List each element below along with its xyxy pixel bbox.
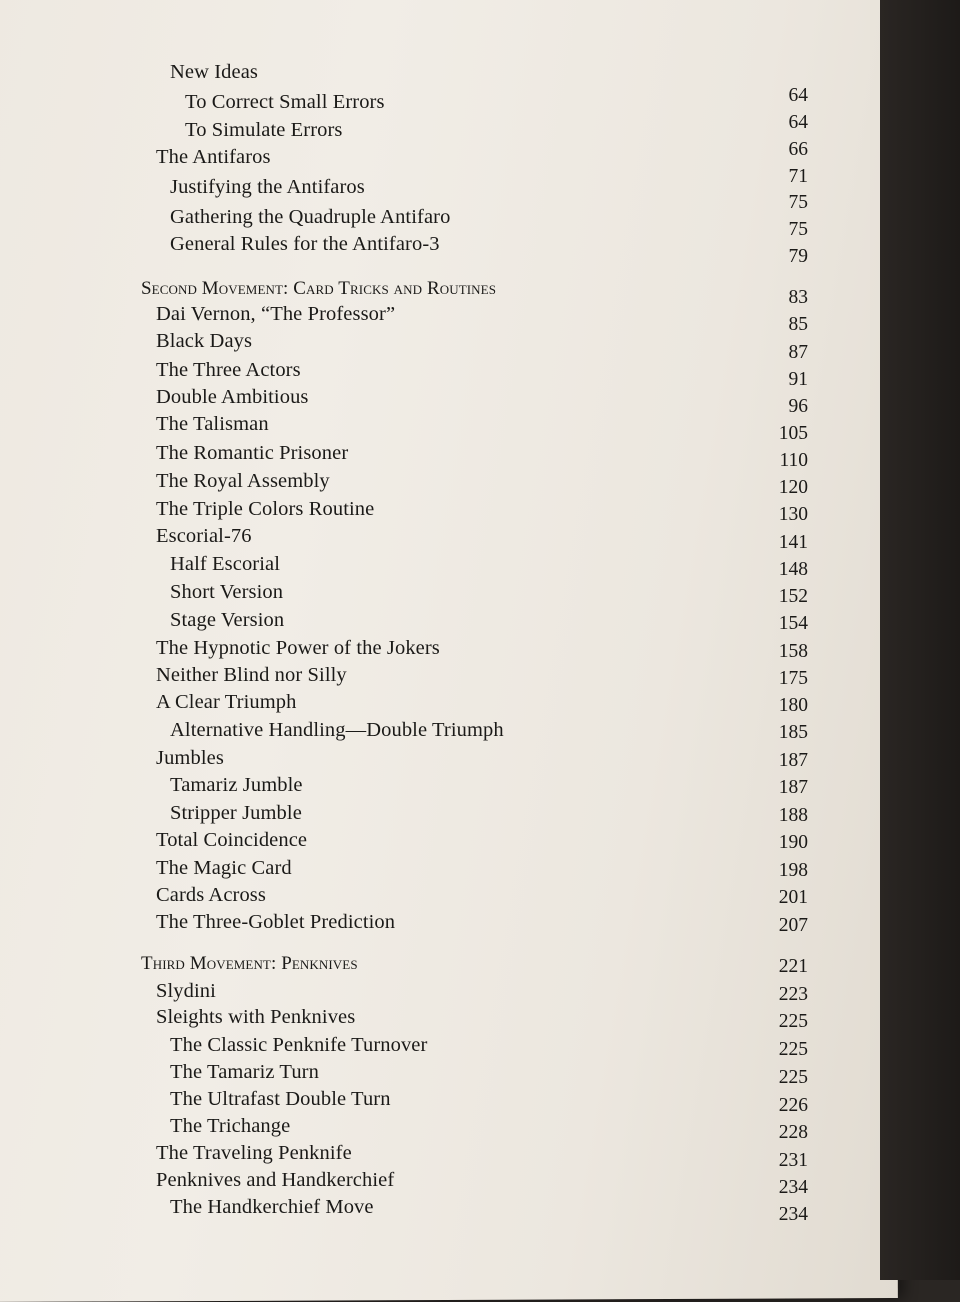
toc-entry: To Correct Small Errors bbox=[185, 91, 385, 113]
toc-page-number: 190 bbox=[778, 832, 808, 853]
toc-page-number: 187 bbox=[778, 777, 808, 798]
toc-page-number: 225 bbox=[778, 1011, 808, 1032]
toc-page-number: 231 bbox=[778, 1150, 808, 1171]
toc-entry: Total Coincidence bbox=[156, 829, 308, 851]
toc-entry: Short Version bbox=[170, 581, 284, 603]
toc-entry: Tamariz Jumble bbox=[170, 774, 303, 796]
toc-page-number: 223 bbox=[778, 984, 808, 1005]
toc-entry: The Royal Assembly bbox=[156, 470, 330, 492]
toc-entry: The Three-Goblet Prediction bbox=[156, 911, 396, 933]
toc-entry: The Romantic Prisoner bbox=[156, 442, 349, 464]
toc-entry: New Ideas bbox=[170, 61, 258, 83]
toc-page-number: 158 bbox=[778, 641, 808, 662]
toc-entry: Slydini bbox=[156, 980, 216, 1002]
toc-entry: The Three Actors bbox=[156, 359, 301, 381]
toc-entry: Escorial-76 bbox=[156, 525, 252, 547]
toc-entry: A Clear Triumph bbox=[156, 691, 297, 713]
toc-page-number: 64 bbox=[788, 112, 808, 133]
toc-entry: The Classic Penknife Turnover bbox=[170, 1034, 428, 1056]
toc-page-number: 201 bbox=[778, 887, 808, 908]
toc-entry: Justifying the Antifaros bbox=[170, 176, 365, 198]
toc-page-number: 83 bbox=[788, 287, 808, 308]
toc-page-number: 154 bbox=[778, 613, 808, 634]
toc-page-number: 110 bbox=[779, 450, 808, 471]
toc-page-number: 71 bbox=[788, 166, 808, 187]
toc-entry: Penknives and Handkerchief bbox=[156, 1169, 395, 1191]
toc-page-number: 120 bbox=[778, 477, 808, 498]
toc-entry: The Handkerchief Move bbox=[170, 1196, 374, 1218]
toc-page-number: 221 bbox=[778, 956, 808, 977]
toc-page-number: 225 bbox=[778, 1067, 808, 1088]
toc-entry: The Traveling Penknife bbox=[156, 1142, 352, 1164]
toc-page-number: 226 bbox=[778, 1095, 808, 1116]
section-heading: Second Movement: Card Tricks and Routines bbox=[141, 278, 497, 299]
toc-entry: The Magic Card bbox=[156, 857, 292, 879]
toc-entry: Alternative Handling—Double Triumph bbox=[170, 719, 504, 741]
toc-entry: The Hypnotic Power of the Jokers bbox=[156, 637, 440, 659]
toc-page-number: 87 bbox=[788, 342, 808, 363]
toc-entry: The Antifaros bbox=[156, 146, 271, 168]
toc-entry: The Talisman bbox=[156, 413, 269, 435]
toc-page-number: 79 bbox=[788, 246, 808, 267]
toc-entry: Stage Version bbox=[170, 609, 285, 631]
toc-entry: Black Days bbox=[156, 330, 253, 352]
toc-entry: The Triple Colors Routine bbox=[156, 498, 375, 520]
toc-page-number: 188 bbox=[778, 805, 808, 826]
toc-entry: The Trichange bbox=[170, 1115, 291, 1137]
toc-page-number: 198 bbox=[778, 860, 808, 881]
toc-entry: The Tamariz Turn bbox=[170, 1061, 319, 1083]
toc-entry: Sleights with Penknives bbox=[156, 1006, 356, 1028]
toc-page-number: 64 bbox=[788, 85, 808, 106]
toc-page-number: 85 bbox=[788, 314, 808, 335]
toc-page-number: 130 bbox=[778, 504, 808, 525]
toc-entry: Stripper Jumble bbox=[170, 802, 302, 824]
toc-entry: Cards Across bbox=[156, 884, 266, 906]
toc-page-number: 96 bbox=[788, 396, 808, 417]
toc-entry: General Rules for the Antifaro-3 bbox=[170, 233, 440, 255]
toc-page-number: 175 bbox=[778, 668, 808, 689]
toc-page-number: 225 bbox=[778, 1039, 808, 1060]
toc-page-number: 185 bbox=[778, 722, 808, 743]
toc-page-number: 66 bbox=[788, 139, 808, 160]
toc-page-number: 207 bbox=[778, 915, 808, 936]
section-heading: Third Movement: Penknives bbox=[141, 953, 358, 974]
toc-entry: Neither Blind nor Silly bbox=[156, 664, 347, 686]
toc-entry: The Ultrafast Double Turn bbox=[170, 1088, 391, 1110]
toc-page-number: 234 bbox=[778, 1204, 808, 1225]
toc-page-number: 152 bbox=[778, 586, 808, 607]
toc-page-number: 105 bbox=[778, 423, 808, 444]
toc-page-number: 148 bbox=[778, 559, 808, 580]
toc-page-number: 234 bbox=[778, 1177, 808, 1198]
toc-entry: Gathering the Quadruple Antifaro bbox=[170, 206, 451, 228]
toc-entry: Dai Vernon, “The Professor” bbox=[156, 303, 396, 325]
toc-entry: Double Ambitious bbox=[156, 386, 309, 408]
toc-entry: Jumbles bbox=[156, 747, 224, 769]
toc-entry: To Simulate Errors bbox=[185, 119, 343, 141]
toc-page-number: 75 bbox=[788, 192, 808, 213]
toc-page-number: 91 bbox=[788, 369, 808, 390]
toc-page-number: 187 bbox=[778, 750, 808, 771]
toc-entry: Half Escorial bbox=[170, 553, 281, 575]
toc-page-number: 228 bbox=[778, 1122, 808, 1143]
toc-page-number: 75 bbox=[788, 219, 808, 240]
toc-page-number: 180 bbox=[778, 695, 808, 716]
toc-page-number: 141 bbox=[778, 532, 808, 553]
